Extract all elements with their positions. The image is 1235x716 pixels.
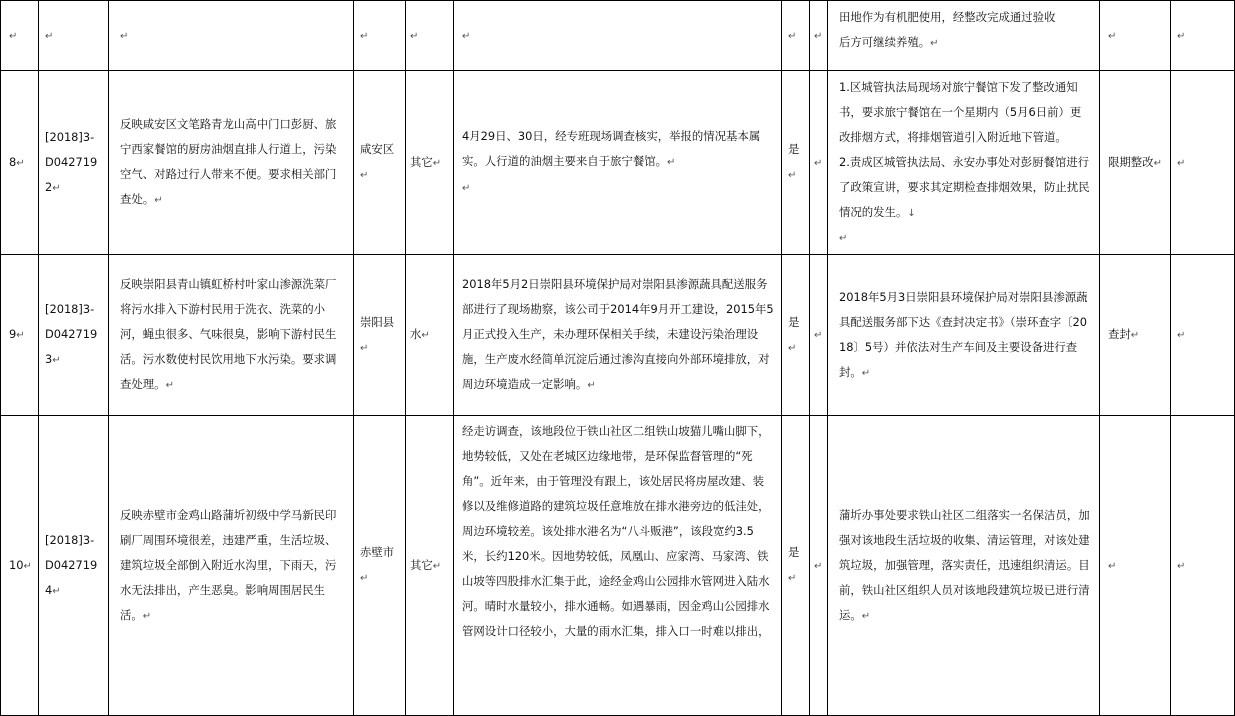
row-number-cell: 9↵ [1,255,39,416]
rectification-line: 蒲圻办事处要求铁山社区二组落实一名保洁员，加强对该地段生活垃圾的收集、清运管理，对该处建筑垃圾，加强管理，落实责任，迅速组织清运。目前，铁山社区组织人员对该地段建筑垃圾已进行清运。 [839,507,1090,622]
rectification-line: 田地作为有机肥使用，经整改完成通过验收 [839,10,1056,24]
district-cell: 赤壁市↵ [354,416,406,716]
extra-cell: ↵ [1171,71,1235,255]
verification-cell: 经走访调查，该地段位于铁山社区二组铁山坡猫儿嘴山脚下，地势较低，又处在老城区边缘地带，是环保监督管理的“死角”。近年来，由于管理没有跟上，该处居民将房屋改建、装修以及维修道路的建筑垃圾任意堆放在排水港旁边的低洼处，周边环境较差。该处排水港名为“八斗贩港”，该段宽约3.5米，长约120米。因地势较低，凤凰山、应家湾、马家湾、铁山坡等四股排水汇集于此，途经金鸡山公园排水管网进入陆水河。晴时水量较小，排水通畅。如遇暴雨，因金鸡山公园排水管网设计口径较小，大量的雨水汇集，排入口一时难以排出， [454,416,782,716]
table-row [1,416,1235,716]
status-cell: 限期整改↵ [1100,71,1171,255]
district-cell: 崇阳县↵ [354,255,406,416]
table-row [1,255,1235,416]
verified-cell: 是↵ [782,416,810,716]
blank-cell: ↵ [810,1,828,71]
status-cell: ↵ [1100,1,1171,71]
content-cell: 反映崇阳县青山镇虹桥村叶家山渗源洗菜厂将污水排入下游村民用于洗衣、洗菜的小河，蝇虫很多、气味很臭，影响下游村民生活。污水数使村民饮用地下水污染。要求调查处理。↵ [109,255,354,416]
verification-cell: ↵ [454,1,782,71]
district-cell: ↵ [354,1,406,71]
type-cell: ↵ [406,1,454,71]
content-cell: 反映赤壁市金鸡山路蒲圻初级中学马新民印刷厂周围环境很差，违建严重，生活垃圾、建筑垃圾全部倒入附近水沟里，下雨天，污水无法排出，产生恶臭。影响周围居民生活。↵ [109,416,354,716]
verified-cell: 是↵ [782,71,810,255]
type-cell: 其它↵ [406,416,454,716]
rectification-cell: 蒲圻办事处要求铁山社区二组落实一名保洁员，加强对该地段生活垃圾的收集、清运管理，对该处建筑垃圾，加强管理，落实责任，迅速组织清运。目前，铁山社区组织人员对该地段建筑垃圾已进行清运。↵ [828,416,1100,716]
rectification-line: 2018年5月3日崇阳县环境保护局对崇阳县渗源蔬具配送服务部下达《查封决定书》（崇环查字〔2018〕5号）并依法对生产车间及主要设备进行查封。 [839,289,1088,379]
status-cell: ↵ [1100,416,1171,716]
rectification-line: 1.区城管执法局现场对旅宁餐馆下发了整改通知书，要求旅宁餐馆在一个星期内（5月6日前）更改排烟方式，将排烟管道引入附近地下管道。 [839,79,1082,144]
blank-cell: ↵ [810,71,828,255]
extra-cell: ↵ [1171,416,1235,716]
code-cell: [2018]3-D0427194↵ [39,416,109,716]
extra-cell: ↵ [1171,1,1235,71]
rectification-cell: 2018年5月3日崇阳县环境保护局对崇阳县渗源蔬具配送服务部下达《查封决定书》（崇环查字〔2018〕5号）并依法对生产车间及主要设备进行查封。↵ [828,255,1100,416]
table-row [1,71,1235,255]
code-cell: [2018]3-D0427192↵ [39,71,109,255]
type-cell: 水↵ [406,255,454,416]
table-row [1,1,1235,71]
row-number-cell: 8↵ [1,71,39,255]
type-cell: 其它↵ [406,71,454,255]
verified-cell: 是↵ [782,255,810,416]
code-cell: ↵ [39,1,109,71]
rectification-cell: 1.区城管执法局现场对旅宁餐馆下发了整改通知书，要求旅宁餐馆在一个星期内（5月6日前）更改排烟方式，将排烟管道引入附近地下管道。 2.责成区城管执法局、永安办事处对彭厨餐馆进行了政策宣讲，要求其定期检查排烟效果，防止扰民情况的发生。↓ ↵ [828,71,1100,255]
content-cell: ↵ [109,1,354,71]
rectification-cell: 田地作为有机肥使用，经整改完成通过验收 后方可继续养殖。↵ [828,1,1100,71]
status-cell: 查封↵ [1100,255,1171,416]
content-cell: 反映咸安区文笔路青龙山高中门口彭厨、旅宁西家餐馆的厨房油烟直排人行道上，污染空气、对路过行人带来不便。要求相关部门查处。↵ [109,71,354,255]
extra-cell: ↵ [1171,255,1235,416]
rectification-line: 后方可继续养殖。 [839,35,931,49]
blank-cell: ↵ [810,255,828,416]
verified-cell: ↵ [782,1,810,71]
district-cell: 咸安区↵ [354,71,406,255]
code-cell: [2018]3-D0427193↵ [39,255,109,416]
row-number-cell: ↵ [1,1,39,71]
row-number-cell: 10↵ [1,416,39,716]
verification-cell: 2018年5月2日崇阳县环境保护局对崇阳县渗源蔬具配送服务部进行了现场勘察，该公司于2014年9月开工建设，2015年5月正式投入生产，未办理环保相关手续，未建设污染治理设施，生产废水经简单沉淀后通过渗沟直接向外部环境排放，对周边环境造成一定影响。↵ [454,255,782,416]
rectification-line: 2.责成区城管执法局、永安办事处对彭厨餐馆进行了政策宣讲，要求其定期检查排烟效果，防止扰民情况的发生。 [839,154,1090,219]
blank-cell: ↵ [810,416,828,716]
verification-cell: 4月29日、30日，经专班现场调查核实，举报的情况基本属实。人行道的油烟主要来自于旅宁餐馆。↵ ↵ [454,71,782,255]
